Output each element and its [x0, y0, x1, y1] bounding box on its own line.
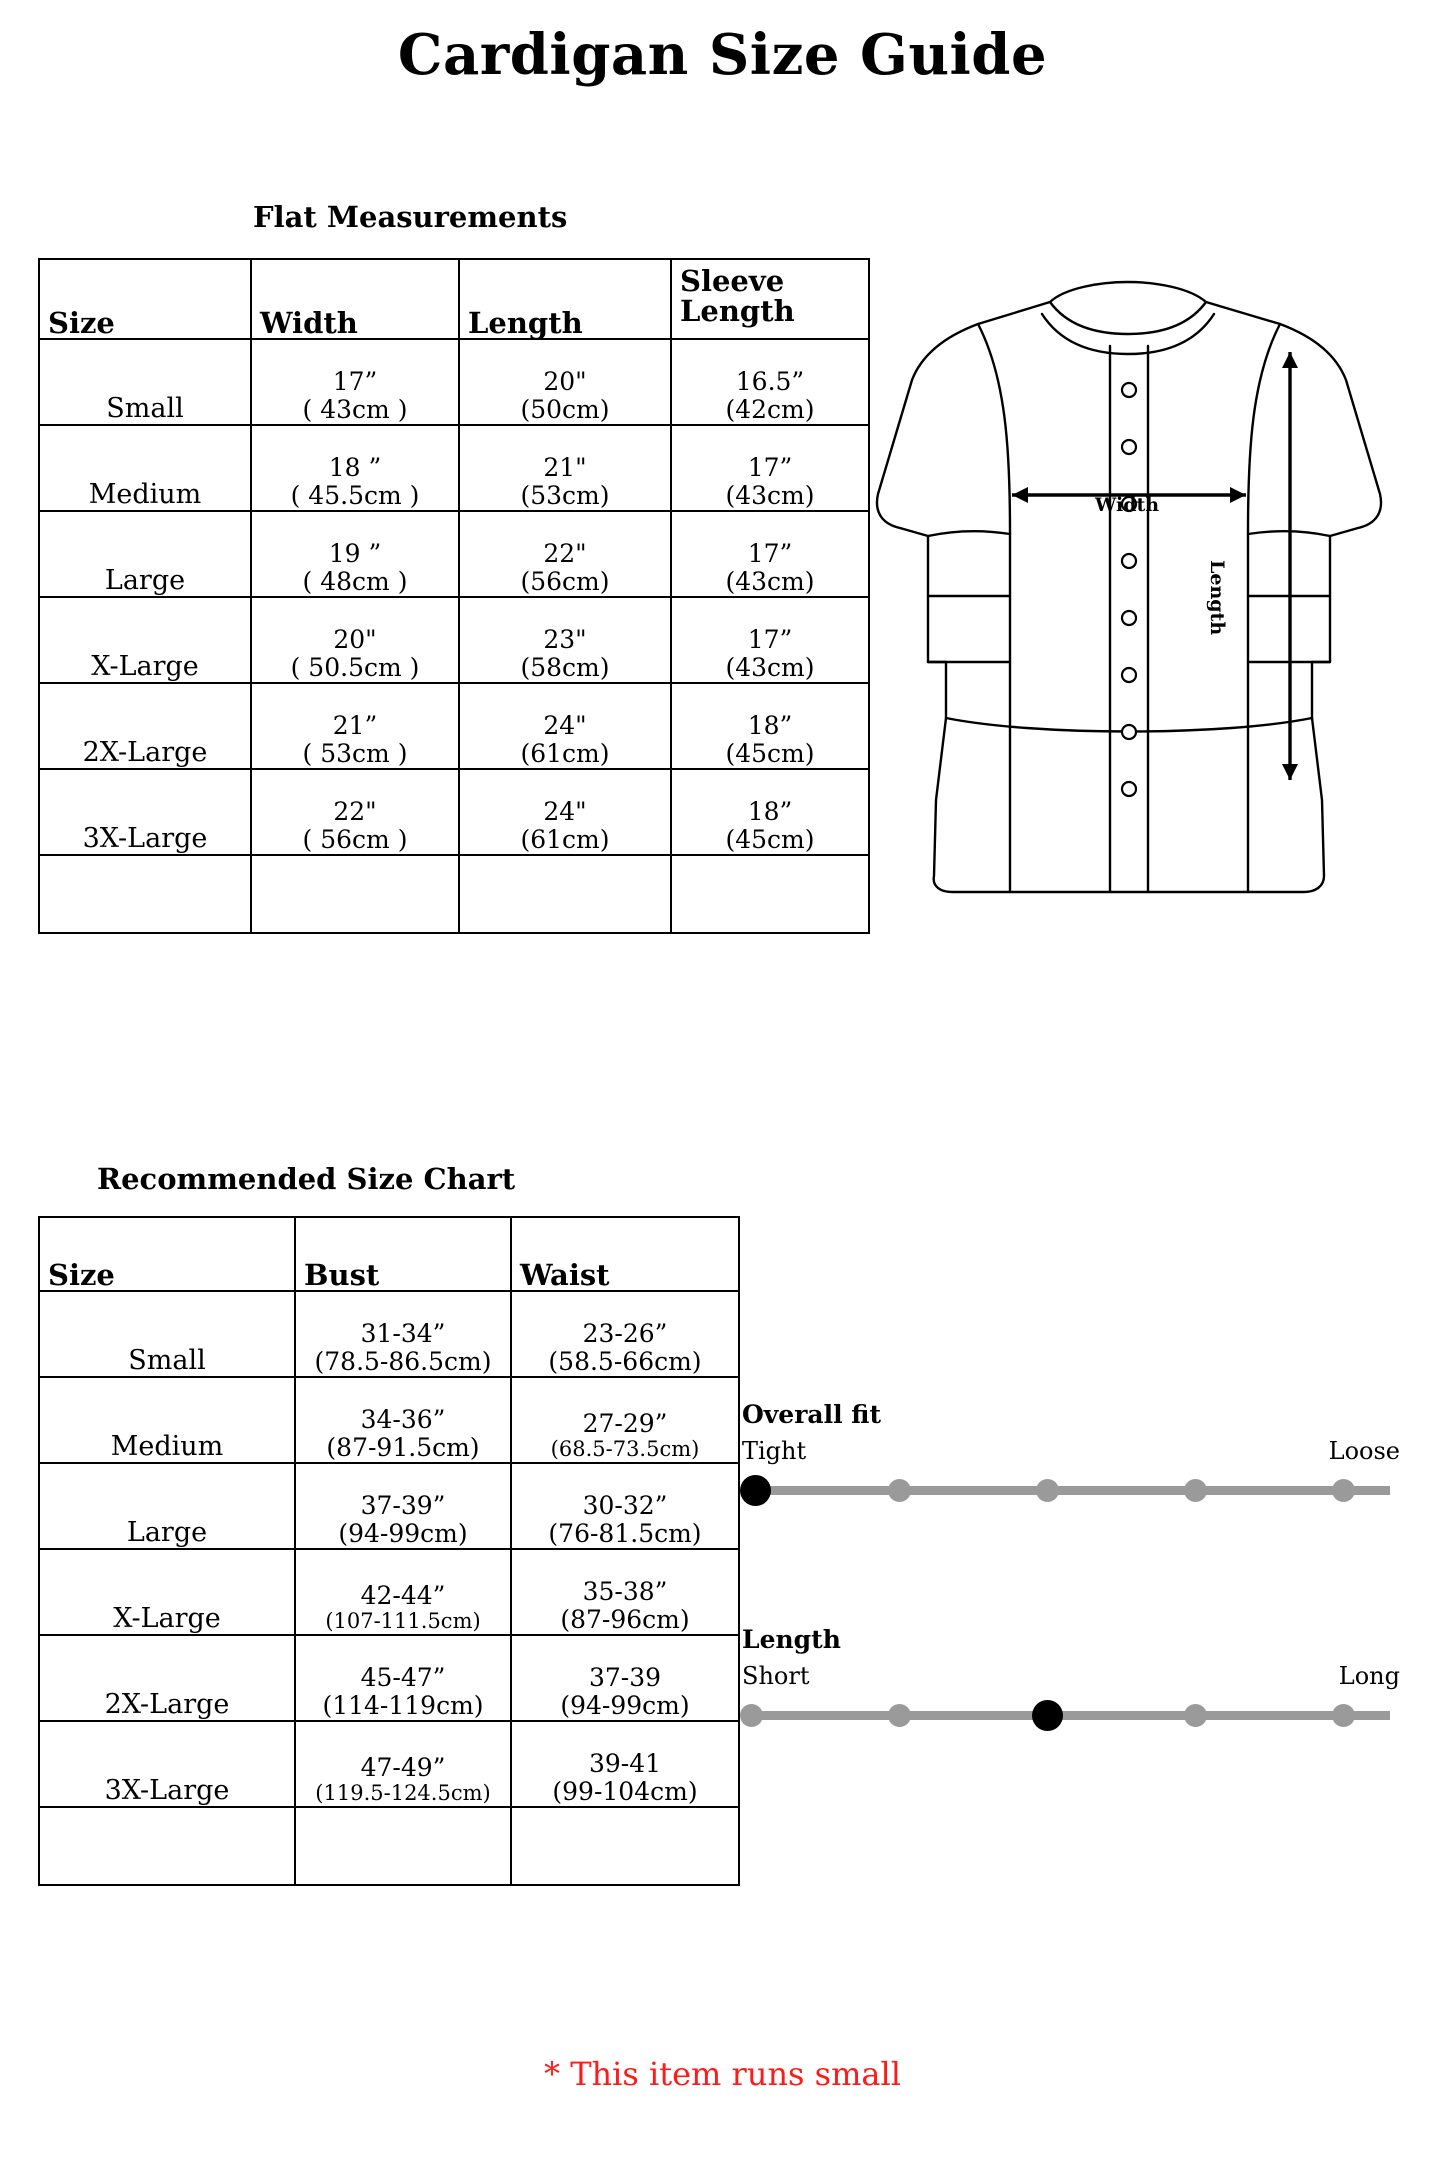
table-row: [39, 1721, 739, 1807]
cell-bust-inches: 47-49”: [360, 1753, 446, 1783]
column-header-length: Length: [459, 259, 671, 339]
table-row: [39, 683, 869, 769]
slider-dot-3[interactable]: [1184, 1479, 1207, 1502]
cell-size: X-Large: [39, 1549, 295, 1635]
cell-bust-cm: (87-91.5cm): [326, 1433, 480, 1462]
cell-sleeve-cm: (42cm): [725, 395, 815, 424]
cell-sleeve-cm: (43cm): [725, 481, 815, 510]
overall-fit-slider[interactable]: [740, 1473, 1400, 1507]
cell-size: Medium: [39, 425, 251, 511]
overall-fit-title: Overall fit: [742, 1400, 882, 1429]
cell-blank: [459, 855, 671, 933]
page-title: Cardigan Size Guide: [397, 22, 1048, 88]
cell-width-cm: ( 48cm ): [302, 567, 408, 596]
recommended-size-chart-heading: Recommended Size Chart: [97, 1162, 516, 1196]
cell-width: [251, 339, 459, 425]
cell-size: Large: [39, 1463, 295, 1549]
slider-dot-2[interactable]: [1036, 1479, 1059, 1502]
cell-bust-cm: (107-111.5cm): [325, 1609, 481, 1634]
overall-fit-end-labels: [740, 1437, 1400, 1467]
slider-dot-0[interactable]: [740, 1704, 763, 1727]
cell-size: Small: [39, 1291, 295, 1377]
cell-blank: [39, 855, 251, 933]
cell-blank: [39, 1807, 295, 1885]
slider-dot-0[interactable]: [740, 1475, 771, 1506]
recommended-size-table: [38, 1216, 740, 1886]
column-header-sleeve-length: Sleeve Length: [671, 259, 869, 339]
cell-waist-cm: (76-81.5cm): [548, 1519, 702, 1548]
cell-size: Small: [39, 339, 251, 425]
cell-bust: [295, 1635, 511, 1721]
flat-measurements-heading: Flat Measurements: [253, 200, 568, 234]
cell-waist-inches: 37-39: [588, 1663, 662, 1692]
slider-dot-3[interactable]: [1184, 1704, 1207, 1727]
cell-sleeve: [671, 425, 869, 511]
cell-bust-inches: 31-34”: [360, 1319, 446, 1348]
table-row: [39, 597, 869, 683]
cell-width-cm: ( 43cm ): [302, 395, 408, 424]
cell-width-cm: ( 45.5cm ): [290, 481, 420, 510]
cell-sleeve-inches: 17”: [747, 453, 793, 482]
cell-size: 3X-Large: [39, 1721, 295, 1807]
cell-sleeve: [671, 597, 869, 683]
cell-sleeve-inches: 16.5”: [735, 367, 805, 396]
cell-blank: [511, 1807, 739, 1885]
table-row: [39, 1549, 739, 1635]
cell-length: [459, 339, 671, 425]
table-row: [39, 339, 869, 425]
table-row-blank: [39, 855, 869, 933]
slider-dot-2[interactable]: [1032, 1700, 1063, 1731]
flat-measurements-table: [38, 258, 870, 934]
cell-width-inches: 22": [333, 797, 377, 826]
cell-size: 2X-Large: [39, 683, 251, 769]
cell-width-inches: 21”: [332, 711, 378, 740]
slider-dot-1[interactable]: [888, 1479, 911, 1502]
overall-fit-left-label: Tight: [742, 1437, 807, 1465]
cell-sleeve-cm: (43cm): [725, 567, 815, 596]
cell-width-cm: ( 56cm ): [302, 825, 408, 854]
cell-bust: [295, 1549, 511, 1635]
cell-sleeve-inches: 17”: [747, 625, 793, 654]
cell-blank: [295, 1807, 511, 1885]
cell-bust-cm: (78.5-86.5cm): [314, 1347, 492, 1376]
cell-length-inches: 22": [543, 539, 587, 568]
cell-length: [459, 511, 671, 597]
slider-dot-1[interactable]: [888, 1704, 911, 1727]
cell-waist-cm: (68.5-73.5cm): [550, 1437, 700, 1462]
cell-length-cm: (58cm): [520, 653, 610, 682]
cell-waist: [511, 1721, 739, 1807]
column-header-size: Size: [39, 259, 251, 339]
cell-waist: [511, 1635, 739, 1721]
illustration-width-label: Width: [1095, 494, 1160, 516]
cell-width: [251, 511, 459, 597]
table-row: [39, 1377, 739, 1463]
cell-sleeve-inches: 17”: [747, 539, 793, 568]
cell-bust-cm: (94-99cm): [338, 1519, 468, 1548]
cell-waist-inches: 23-26”: [582, 1319, 668, 1348]
cardigan-illustration: [860, 280, 1400, 920]
cell-bust: [295, 1291, 511, 1377]
column-header-size: Size: [39, 1217, 295, 1291]
cell-width: [251, 597, 459, 683]
table-row: [39, 1463, 739, 1549]
cell-size: 2X-Large: [39, 1635, 295, 1721]
cell-sleeve: [671, 769, 869, 855]
table-row: [39, 1635, 739, 1721]
cell-width-inches: 19 ”: [328, 539, 382, 568]
cell-waist-cm: (99-104cm): [552, 1777, 698, 1806]
cell-sleeve: [671, 339, 869, 425]
table-row: [39, 425, 869, 511]
cell-bust-inches: 37-39”: [360, 1491, 446, 1520]
length-slider-group: [740, 1625, 1400, 1732]
length-left-label: Short: [742, 1662, 810, 1690]
cell-waist: [511, 1463, 739, 1549]
cell-bust: [295, 1721, 511, 1807]
cell-length-cm: (56cm): [520, 567, 610, 596]
cell-waist-cm: (58.5-66cm): [548, 1347, 702, 1376]
cell-width-inches: 18 ”: [328, 453, 382, 482]
cell-blank: [251, 855, 459, 933]
cell-waist-inches: 39-41: [588, 1749, 662, 1778]
table-row-blank: [39, 1807, 739, 1885]
cell-length-inches: 21": [543, 453, 587, 482]
table-row: [39, 511, 869, 597]
cell-bust: [295, 1463, 511, 1549]
cell-waist-inches: 35-38”: [582, 1577, 668, 1606]
length-end-labels: [740, 1662, 1400, 1692]
cell-length: [459, 425, 671, 511]
cell-length-cm: (53cm): [520, 481, 610, 510]
column-header-waist: Waist: [511, 1217, 739, 1291]
cell-width: [251, 683, 459, 769]
cell-sleeve-cm: (43cm): [725, 653, 815, 682]
slider-dot-4[interactable]: [1332, 1704, 1355, 1727]
length-title: Length: [742, 1625, 841, 1654]
table-header-row: [39, 1217, 739, 1291]
slider-track: [750, 1711, 1390, 1720]
cell-size: Medium: [39, 1377, 295, 1463]
cell-bust: [295, 1377, 511, 1463]
illustration-length-label: Length: [1206, 560, 1228, 636]
cell-sleeve-cm: (45cm): [725, 739, 815, 768]
cell-length-inches: 24": [543, 797, 587, 826]
table-row: [39, 1291, 739, 1377]
cell-width: [251, 425, 459, 511]
slider-dot-4[interactable]: [1332, 1479, 1355, 1502]
cell-length-cm: (61cm): [520, 739, 610, 768]
cell-length-inches: 20": [543, 367, 587, 396]
footnote-runs-small: * This item runs small: [544, 2055, 901, 2093]
slider-track: [750, 1486, 1390, 1495]
cell-sleeve-inches: 18”: [747, 797, 793, 826]
cell-width-cm: ( 50.5cm ): [290, 653, 420, 682]
cell-bust-cm: (119.5-124.5cm): [315, 1781, 491, 1806]
length-slider[interactable]: [740, 1698, 1400, 1732]
cell-length-inches: 23": [543, 625, 587, 654]
cell-waist: [511, 1549, 739, 1635]
column-header-bust: Bust: [295, 1217, 511, 1291]
column-header-width: Width: [251, 259, 459, 339]
cell-length-cm: (50cm): [520, 395, 610, 424]
cell-length-cm: (61cm): [520, 825, 610, 854]
cell-sleeve: [671, 511, 869, 597]
cell-length: [459, 683, 671, 769]
length-right-label: Long: [1338, 1662, 1400, 1690]
cell-bust-inches: 45-47”: [360, 1663, 446, 1692]
cell-bust-cm: (114-119cm): [322, 1691, 484, 1720]
cell-size: X-Large: [39, 597, 251, 683]
table-row: [39, 769, 869, 855]
cell-sleeve: [671, 683, 869, 769]
cell-sleeve-cm: (45cm): [725, 825, 815, 854]
overall-fit-right-label: Loose: [1328, 1437, 1400, 1465]
cell-waist: [511, 1377, 739, 1463]
cell-waist-inches: 30-32”: [582, 1491, 668, 1520]
cell-width-cm: ( 53cm ): [302, 739, 408, 768]
cell-waist-inches: 27-29”: [582, 1409, 668, 1439]
cell-blank: [671, 855, 869, 933]
cell-length: [459, 769, 671, 855]
cell-bust-inches: 42-44”: [360, 1581, 446, 1611]
cell-size: 3X-Large: [39, 769, 251, 855]
overall-fit-slider-group: [740, 1400, 1400, 1507]
cell-waist: [511, 1291, 739, 1377]
cell-size: Large: [39, 511, 251, 597]
table-header-row: [39, 259, 869, 339]
cell-waist-cm: (87-96cm): [560, 1605, 690, 1634]
cell-sleeve-inches: 18”: [747, 711, 793, 740]
cell-width: [251, 769, 459, 855]
cell-width-inches: 20": [333, 625, 377, 654]
cell-length-inches: 24": [543, 711, 587, 740]
cell-length: [459, 597, 671, 683]
cell-bust-inches: 34-36”: [360, 1405, 446, 1434]
cell-width-inches: 17”: [332, 367, 378, 396]
cell-waist-cm: (94-99cm): [560, 1691, 690, 1720]
